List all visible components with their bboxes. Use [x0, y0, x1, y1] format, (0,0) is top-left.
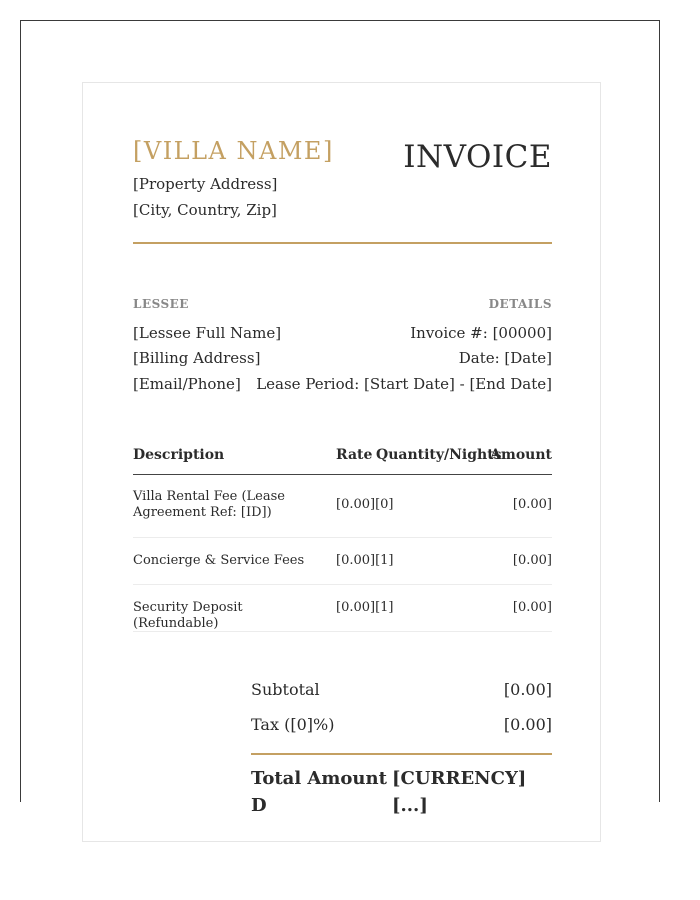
total-currency: [CURRENCY]	[392, 768, 527, 789]
clipped-row-value: [...]	[392, 795, 428, 816]
invoice-sheet	[82, 82, 601, 842]
column-header-amount: Amount	[490, 447, 552, 463]
document-frame	[20, 20, 660, 816]
property-city-line: [City, Country, Zip]	[133, 201, 277, 219]
lessee-contact: [Email/Phone]	[133, 375, 241, 393]
table-row-rate-quantity: [0.00][1]	[336, 600, 394, 615]
table-row-amount: [0.00]	[512, 553, 552, 568]
lessee-full-name: [Lessee Full Name]	[133, 324, 282, 342]
subtotal-label: Subtotal	[251, 680, 320, 699]
invoice-number: Invoice #: [00000]	[410, 324, 552, 342]
header-divider	[133, 242, 552, 244]
table-header-divider	[133, 474, 552, 475]
row-divider	[133, 631, 552, 632]
invoice-date: Date: [Date]	[458, 349, 552, 367]
tax-value: [0.00]	[503, 715, 552, 734]
table-row-amount: [0.00]	[512, 497, 552, 512]
table-row-description: Villa Rental Fee (Lease Agreement Ref: [ID])	[133, 489, 285, 520]
total-amount-label: Total Amount	[251, 768, 387, 789]
clipped-row-label: D	[251, 795, 267, 816]
table-row-amount: [0.00]	[512, 600, 552, 615]
details-label: DETAILS	[488, 297, 552, 311]
table-row-description: Security Deposit (Refundable)	[133, 600, 243, 631]
villa-name: [VILLA NAME]	[133, 137, 334, 165]
subtotal-value: [0.00]	[503, 680, 552, 699]
lessee-billing-address: [Billing Address]	[133, 349, 261, 367]
property-address: [Property Address]	[133, 175, 278, 193]
column-header-rate: Rate	[336, 447, 373, 463]
tax-label: Tax ([0]%)	[251, 715, 335, 734]
invoice-content	[133, 83, 552, 843]
total-divider	[251, 753, 552, 755]
table-row-rate-quantity: [0.00][0]	[336, 497, 394, 512]
row-divider	[133, 537, 552, 538]
column-header-description: Description	[133, 447, 225, 463]
table-row-description: Concierge & Service Fees	[133, 553, 305, 568]
column-header-quantity: Quantity/Nights	[376, 447, 502, 463]
lease-period: Lease Period: [Start Date] - [End Date]	[256, 375, 552, 393]
row-divider	[133, 584, 552, 585]
lessee-label: LESSEE	[133, 297, 189, 311]
invoice-title: INVOICE	[403, 139, 552, 175]
table-row-rate-quantity: [0.00][1]	[336, 553, 394, 568]
